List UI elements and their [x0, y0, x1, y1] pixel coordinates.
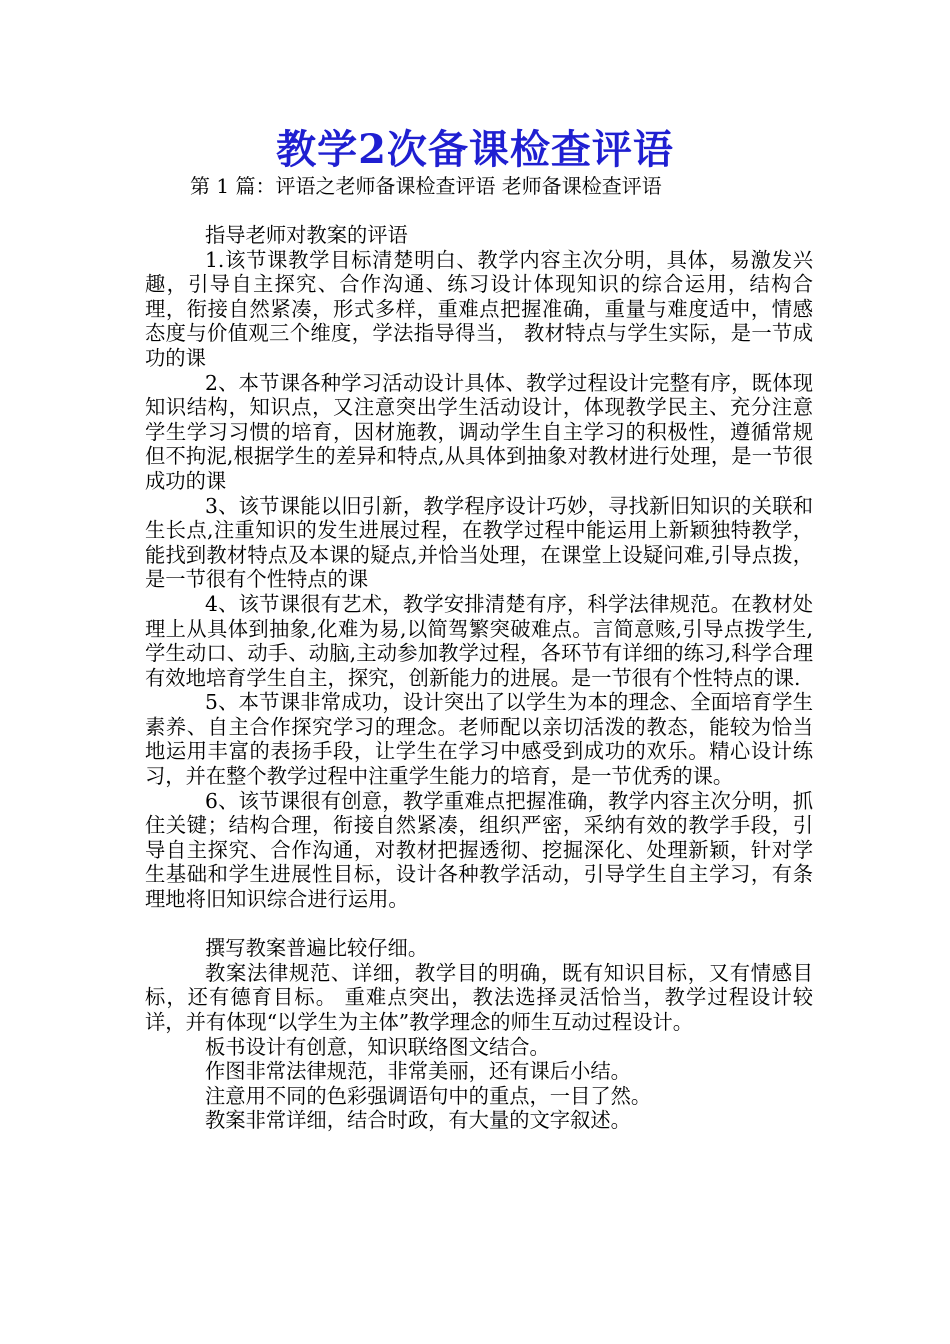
document-subtitle: 第 1 篇：评语之老师备课检查评语 老师备课检查评语	[190, 174, 662, 198]
paragraph: 6、该节课很有创意，教学重难点把握准确，教学内容主次分明，抓住关键；结构合理，衔接自然紧凑，组织严密，采纳有效的教学手段，引导自主探究、合作沟通，对教材把握透彻、挖掘深化、处理新颖，针对学生基础和学生进展性目标，设计各种教学活动，引导学生自主学习，有条理地将旧知识综合进行运用。	[145, 788, 813, 912]
paragraph: 1.该节课教学目标清楚明白、教学内容主次分明，具体，易激发兴趣，引导自主探究、合作沟通、练习设计体现知识的综合运用，结构合理，衔接自然紧凑，形式多样，重难点把握准确，重量与难度适中，情感态度与价值观三个维度，学法指导得当， 教材特点与学生实际，是一节成功的课	[145, 247, 813, 370]
paragraph: 教案非常详细，结合时政，有大量的文字叙述。	[205, 1108, 631, 1133]
paragraph: 5、本节课非常成功，设计突出了以学生为本的理念、全面培育学生素养、自主合作探究学习的理念。老师配以亲切活泼的教态，能较为恰当地运用丰富的表扬手段，让学生在学习中感受到成功的欢乐。精心设计练习，并在整个教学过程中注重学生能力的培育，是一节优秀的课。	[145, 690, 813, 789]
document-title: 教学2次备课检查评语	[276, 126, 674, 173]
paragraph: 板书设计有创意，知识联络图文结合。	[205, 1034, 550, 1059]
paragraph: 注意用不同的色彩强调语句中的重点，一目了然。	[205, 1083, 652, 1108]
paragraph: 指导老师对教案的评语	[205, 223, 408, 247]
paragraph: 3、该节课能以旧引新，教学程序设计巧妙，寻找新旧知识的关联和生长点,注重知识的发生进展过程，在教学过程中能运用上新颖独特教学，能找到教材特点及本课的疑点,并恰当处理，在课堂上设疑问难,引导点拨，是一节很有个性特点的课	[145, 493, 813, 592]
paragraph: 撰写教案普遍比较仔细。	[205, 936, 429, 961]
paragraph: 2、本节课各种学习活动设计具体、教学过程设计完整有序，既体现知识结构，知识点，又注意突出学生活动设计，体现教学民主、充分注意学生学习习惯的培育，因材施教，调动学生自主学习的积极性，遵循常规但不拘泥,根据学生的差异和特点,从具体到抽象对教材进行处理，是一节很成功的课	[145, 370, 813, 493]
document-body	[145, 223, 813, 1133]
paragraph: 教案法律规范、详细，教学目的明确，既有知识目标，又有情感目标，还有德育目标。 重难点突出，教法选择灵活恰当，教学过程设计较详，并有体现“以学生为主体”教学理念的师生互动过程设计。	[145, 960, 813, 1034]
paragraph-gap	[145, 912, 813, 937]
paragraph: 4、该节课很有艺术，教学安排清楚有序，科学法律规范。在教材处理上从具体到抽象,化难为易,以简驾繁突破难点。言简意赅,引导点拨学生,学生动口、动手、动脑,主动参加教学过程，各环节有详细的练习,科学合理有效地培育学生自主，探究，创新能力的进展。是一节很有个性特点的课.	[145, 591, 813, 690]
paragraph: 作图非常法律规范，非常美丽，还有课后小结。	[205, 1059, 631, 1084]
